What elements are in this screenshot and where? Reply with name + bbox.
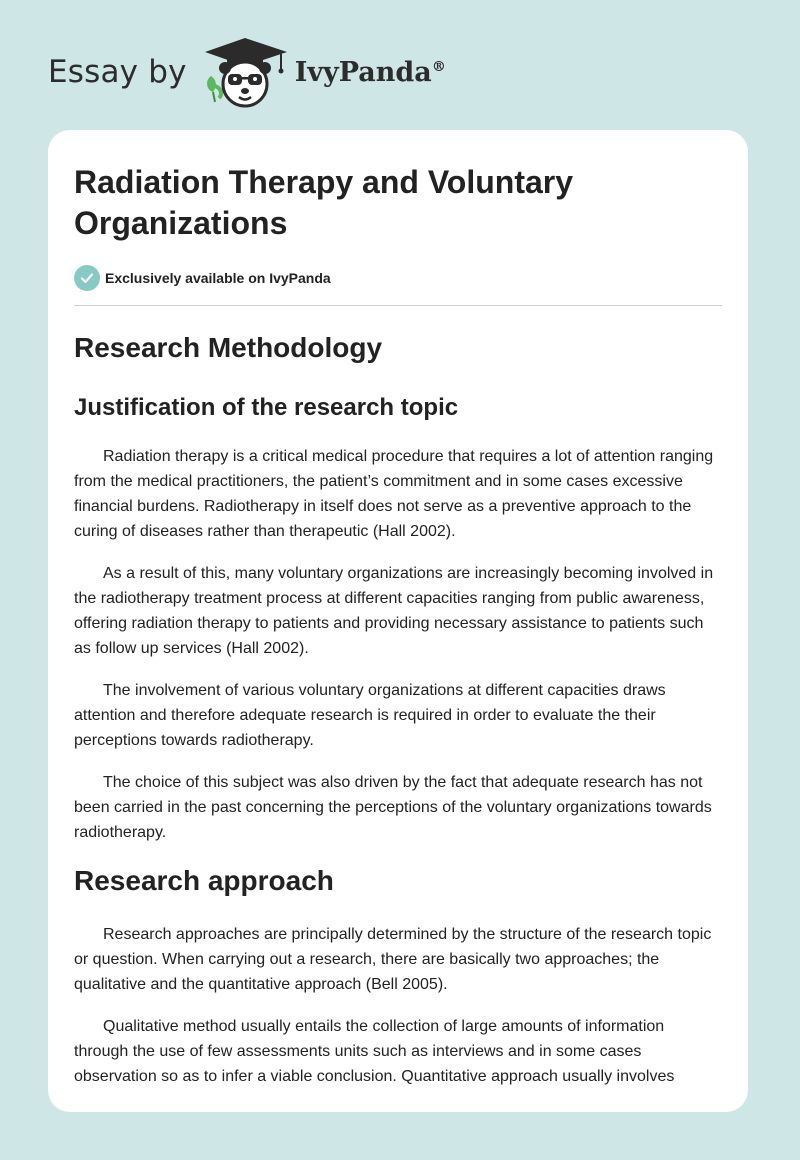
essay-card [48, 130, 748, 1112]
registered-mark: ® [431, 58, 446, 75]
section-research-methodology [74, 331, 722, 845]
section-research-approach [74, 864, 722, 1089]
brand-name-text: IvyPanda [294, 56, 432, 88]
brand-name[interactable] [295, 57, 446, 88]
title-divider [74, 305, 722, 306]
exclusive-label: Exclusively available on IvyPanda [105, 270, 331, 286]
essay-title: Radiation Therapy and Voluntary Organizations [74, 164, 574, 241]
paragraph: The involvement of various voluntary organizations at different capacities draws attention and therefore adequate research is required in order to evaluate the their perceptions towards radiotherapy. [74, 682, 666, 749]
paragraph: Qualitative method usually entails the collection of large amounts of information through the use of few assessments units such as interviews and in some cases observation so as to infer a viable conclusion. Quantitative approach usually involves [74, 1018, 675, 1085]
essay-by-label: Essay by [48, 54, 187, 90]
paragraph: Research approaches are principally determined by the structure of the research topic or question. When carrying out a research, there are basically two approaches; the qualitative and the quantitative approach (Bell 2005). [74, 926, 712, 993]
paragraph: The choice of this subject was also driven by the fact that adequate research has not been carried in the past concerning the perceptions of the voluntary organizations towards radiotherapy. [74, 774, 712, 841]
exclusive-badge [74, 264, 722, 292]
panda-logo-icon[interactable] [201, 36, 289, 108]
section-heading: Research approach [74, 865, 334, 896]
checkmark-icon [74, 265, 100, 291]
subsection-heading: Justification of the research topic [74, 394, 459, 421]
site-header [48, 36, 446, 108]
paragraph: Radiation therapy is a critical medical procedure that requires a lot of attention ranging from the medical practitioners, the patient’s commitment and in some cases excessive financial burdens. Radiotherapy in itself does not serve as a preventive approach to the curing of diseases rather than therapeutic (Hall 2002). [74, 448, 714, 540]
section-heading: Research Methodology [74, 332, 383, 363]
paragraph: As a result of this, many voluntary organizations are increasingly becoming involved in the radiotherapy treatment process at different capacities ranging from public awareness, offering radiation therapy to patients and providing necessary assistance to patients such as follow up services (Hall 2002). [74, 565, 714, 657]
